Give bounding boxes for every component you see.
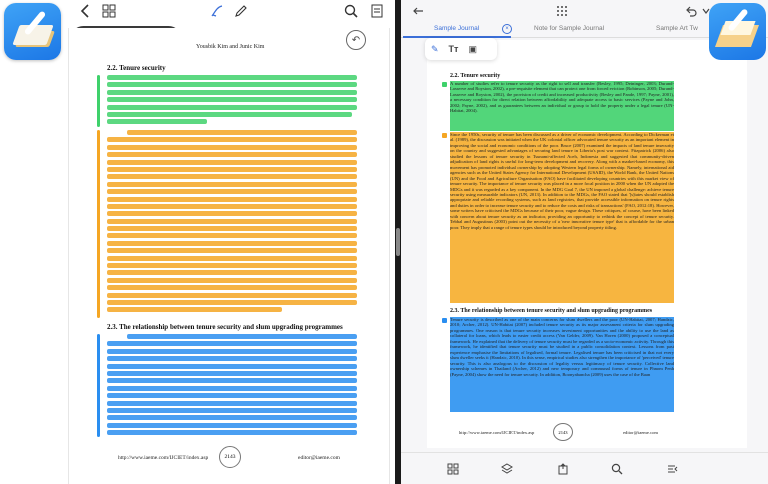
thumbnails-icon[interactable] [445, 461, 461, 477]
highlight-line [107, 152, 357, 157]
tab-sample-art[interactable]: Sample Art Tw [656, 25, 698, 32]
highlight-line [107, 263, 357, 268]
section-heading-relationship: 2.3. The relationship between tenure security and slum upgrading programmes [107, 323, 343, 331]
orange-highlight-block[interactable] [107, 130, 357, 318]
tab-sample-journal[interactable]: Sample Journal [434, 25, 480, 32]
search-icon[interactable] [609, 461, 625, 477]
blue-paragraph[interactable]: Tenure security is described as one of the main concerns for slum dwellers and the poor (UN-Habitat, 2007; Handzic, 2010; Archer, 2012). UN-Habitat (2007) included tenure security as its major assessment criteria for slum upgrading programmes. One reason is that tenure security increases investment opportunities and the ability to use the land as collateral for loans, which leads to easier credit access (Van Gelder, 2009). Van Horen (2000) proposed a conceptual framework. He explained that the delivery of tenure security must be regarded as a socio-economic activity. Through this framework, he identified that tenure security must be studied in a public consolidation context. Lessons from past experience emphasise the limitations of legalised, formal tenure. Legalised tenure has been criticised in that not every slum dweller seeks it (Handzic, 2010). In this sense, empirical studies also strengthen the importance of 'perceived' tenure security. This is also analogous to the discussion of legality versus legitimacy of tenure security. Collective land ownership schemes in Thailand (Archer, 2012) and new temporary and communal forms of tenure in Phnom Penh (Payne, 2004) show the need for tenure security. In addition, Boonyabancha (2009) uses the case of the Baan [450, 317, 674, 412]
page-authors: Yousbik Kim and Junic Kim [196, 44, 265, 50]
highlight-line [107, 300, 357, 305]
highlight-line [107, 145, 357, 150]
section-heading-relationship-right: 2.3. The relationship between tenure security and slum upgrading programmes [450, 308, 653, 314]
blue-highlight-block[interactable] [107, 334, 357, 437]
highlight-line [107, 241, 357, 246]
layers-icon[interactable] [499, 461, 515, 477]
highlight-line [107, 371, 357, 376]
apps-grid-icon[interactable] [553, 2, 571, 20]
green-marker[interactable] [97, 75, 100, 127]
outline-icon[interactable] [665, 461, 681, 477]
lasso-icon[interactable]: ✎ [431, 43, 439, 54]
highlight-line [107, 415, 357, 420]
page-number-right: 2143 [553, 423, 573, 441]
highlight-line [107, 378, 357, 383]
green-note-marker[interactable] [442, 82, 447, 87]
highlight-line [107, 430, 357, 435]
highlight-line [107, 167, 357, 172]
footer-url-right[interactable]: http://www.iaeme.com/IJCIET/index.asp [459, 430, 535, 435]
green-highlight-block[interactable] [107, 75, 357, 127]
search-icon[interactable] [342, 2, 360, 20]
section-heading-tenure-right: 2.2. Tenure security [450, 73, 501, 79]
footer-url[interactable]: http://www.iaeme.com/IJCIET/index.asp [118, 455, 209, 461]
highlight-line [107, 204, 357, 209]
orange-paragraph[interactable]: Since the 1950s, security of tenure has been discussed as a driver of economic development. According to Dickerman et al. (1989), the discussion was initiated when the UK colonial officer advocated tenure security as an important element in improving the social and economic conditions of the poor. Bruce (2007) examined the impacts of land tenure insecurity on the country and suggested advantages of securing land tenure in Liberia's post war context. Fitzpatrick (2006) also studied the lessons of tenure security in Tsunami-affected Aceh, Indonesia and suggested that community-driven adjudication of land rights is useful for long-term development and recovery. Along with a market-based economy, this movement has promoted individual ownership by adopting Western legal forms of ownership. Namely, international aid agencies such as the United States Agency for International Development (USAID), the World Bank, the United Nations (UN) and the Food and Agriculture Organisation (FAO) have facilitated developing countries with this market view of tenure security. The importance of tenure security was placed in a more focal position in 2000 when the UN adopted the MDGs and it was regarded as a key component. In the MDG Goal 7, the UN imposed a global challenge: achieve tenure security using measurable indicators (UN, 2013). In addition to the MDGs, the FAO stated that '[s]tates should establish appropriate and reliable recording systems, such as land registries, that provide accessible information on tenure rights and duties in order to increase tenure security and to reduce the costs and risks of transactions' (FAO, 2012:18). However, some writers have criticised the MDGs because of their poor, vague design. These critiques, of course, have been linked with concern about tenure security as an indicator, providing an opportunity to rethink the concept of tenure security. Tebbal and Augustinus (2003) point out the necessity of a 'new innovative tenure type' that is affordable for the urban poor. They imply that a range of tenure types should be introduced beyond property titling. [450, 132, 674, 303]
highlight-line [107, 219, 357, 224]
highlight-line [107, 182, 357, 187]
orange-note-marker[interactable] [442, 133, 447, 138]
page-number: 2143 [219, 446, 241, 468]
highlight-line [107, 293, 357, 298]
highlight-line [127, 130, 357, 135]
blue-note-marker[interactable] [442, 318, 447, 323]
highlight-line [107, 233, 357, 238]
highlight-line [107, 270, 357, 275]
highlight-line [107, 393, 357, 398]
highlight-line [107, 285, 357, 290]
export-icon[interactable] [368, 2, 386, 20]
highlight-line [107, 197, 357, 202]
back-icon[interactable] [409, 2, 427, 20]
highlight-line [107, 256, 357, 261]
share-icon[interactable] [555, 461, 571, 477]
split-handle[interactable] [396, 228, 400, 256]
highlight-line [107, 226, 357, 231]
section-heading-tenure: 2.2. Tenure security [107, 64, 166, 72]
highlight-line [107, 349, 357, 354]
green-paragraph[interactable]: A number of studies refer to tenure security as the right to sell and transfer (Besley, 1995; Deininger, 2003; Durand-Lasserve and Royston, 2002), a pre-requisite element that can protect one from forced eviction (Robinson, 2005; Durand-Lasserve and Royston, 2002), the provision of credit and increased productivity (Besley and Pande, 1997; Payne, 2001), a necessary condition for direct relation between affordability and adequate access to basic services (Payne and John, 2002; Payne, 2002), and as guarantees between an individual or group to hold the property under a legal tenure (UN-Habitat, 2004). [450, 81, 674, 131]
highlight-line [107, 189, 357, 194]
footer-email[interactable]: editor@iaeme.com [298, 455, 340, 461]
highlight-line [107, 423, 357, 428]
grid-icon[interactable] [100, 2, 118, 20]
highlight-line [107, 401, 357, 406]
highlight-line [107, 278, 357, 283]
mini-toolbar [425, 38, 497, 60]
image-icon[interactable]: ▣ [468, 43, 477, 54]
highlight-line [107, 408, 357, 413]
text-format-icon[interactable]: Tт [448, 44, 459, 54]
app-logo-icon[interactable] [4, 3, 61, 60]
highlight-line [107, 211, 357, 216]
footer-email-right[interactable]: editor@iaeme.com [623, 430, 658, 435]
highlight-line [107, 364, 357, 369]
highlight-line [107, 174, 357, 179]
highlight-line [107, 307, 282, 312]
highlight-line [107, 386, 357, 391]
tab-note-sample-journal[interactable]: Note for Sample Journal [534, 25, 605, 32]
highlight-line [107, 341, 357, 346]
undo-icon[interactable]: ↶ [346, 30, 366, 50]
highlight-line [107, 248, 357, 253]
app-logo-icon[interactable] [709, 3, 766, 60]
highlight-line [107, 137, 357, 142]
highlight-line [107, 356, 357, 361]
back-icon[interactable] [76, 2, 94, 20]
close-tab-icon[interactable]: × [502, 24, 512, 34]
highlight-line [127, 334, 357, 339]
pencil-icon[interactable] [232, 2, 250, 20]
pen-icon[interactable] [208, 2, 226, 20]
orange-marker[interactable] [97, 130, 100, 318]
bottom-toolbar [401, 452, 768, 484]
highlight-line [107, 160, 357, 165]
blue-marker[interactable] [97, 334, 100, 437]
